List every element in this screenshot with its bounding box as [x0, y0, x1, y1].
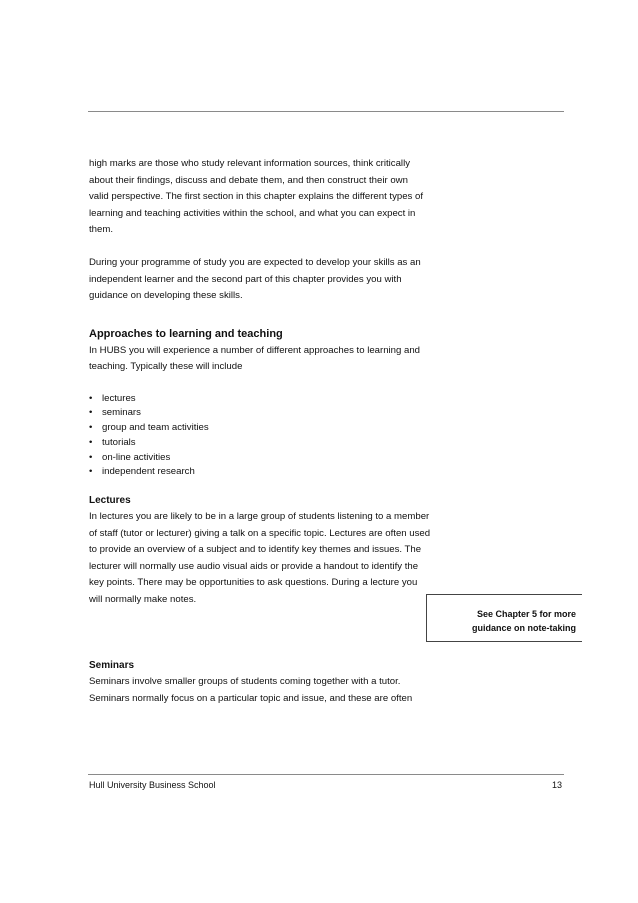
- page-number: 13: [551, 780, 562, 790]
- seminars-paragraph: Seminars involve smaller groups of students coming together with a tutor. Seminars normally focus on a particular topic and issue, and these are often: [89, 676, 413, 704]
- approaches-intro: In HUBS you will experience a number of different approaches to learning and teaching. Typically these will include: [89, 344, 421, 372]
- approaches-list: [89, 392, 465, 481]
- bullet-icon: •: [89, 407, 93, 419]
- list-item: • on-line activities: [89, 451, 465, 466]
- lectures-paragraph: In lectures you are likely to be in a large group of students listening to a member of staff (tutor or lecturer) giving a talk on a specific topic. Lectures are often used to provide an overview of a subject and to identify key themes and issues. The lecturer will normally use audio visual aids or provide a handout to identify the key points. There may be opportunities to ask questions. During a lecture you will normally make notes.: [89, 511, 431, 605]
- footer-rule: [88, 774, 564, 775]
- lectures-heading: Lectures: [89, 495, 131, 507]
- intro-paragraph-2: During your programme of study you are expected to develop your skills as an independent learner and the second part of this chapter provides you with guidance on developing these skills.: [89, 257, 421, 301]
- footer-institution: Hull University Business School: [89, 780, 216, 790]
- bullet-icon: •: [89, 466, 93, 478]
- bullet-icon: •: [89, 392, 93, 404]
- list-item: • independent research: [89, 465, 465, 480]
- header-rule: [88, 111, 564, 112]
- bullet-icon: •: [89, 451, 93, 463]
- margin-note-box: [426, 594, 582, 642]
- main-content: [89, 156, 465, 608]
- bullet-icon: •: [89, 436, 93, 448]
- bullet-icon: •: [89, 422, 93, 434]
- seminars-section: [89, 658, 465, 707]
- list-item: • lectures: [89, 392, 465, 407]
- lectures-section: [89, 493, 465, 608]
- list-item: • tutorials: [89, 436, 465, 451]
- intro-paragraph-1: high marks are those who study relevant information sources, think critically about their findings, discuss and debate them, and then construct their own valid perspective. The first section in this chapter explains the different types of learning and teaching activities within the school, and what you can expect in them.: [89, 158, 424, 235]
- margin-note-text: See Chapter 5 for more guidance on note-taking: [471, 609, 576, 633]
- list-item: • group and team activities: [89, 421, 465, 436]
- seminars-heading: Seminars: [89, 660, 135, 671]
- list-item: • seminars: [89, 406, 465, 421]
- approaches-heading: Approaches to learning and teaching: [89, 327, 283, 340]
